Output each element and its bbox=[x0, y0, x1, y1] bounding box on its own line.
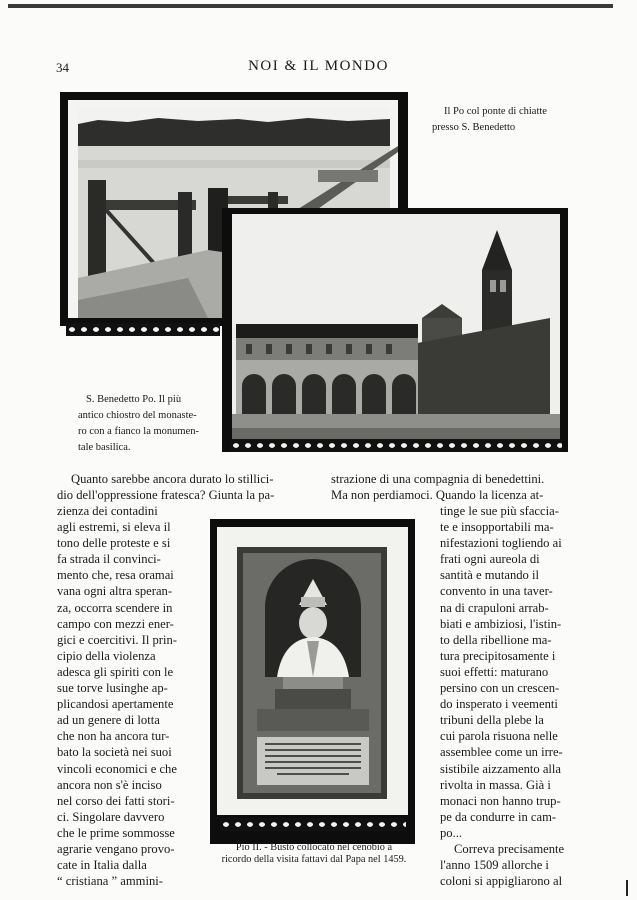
text-line: strazione di una compagnia di benedettini. bbox=[331, 472, 545, 486]
text-line: rivolta in massa. Già i bbox=[440, 777, 551, 792]
text-line: plicandosi apertamente bbox=[57, 697, 174, 712]
text-line: te e insopportabili ma- bbox=[440, 520, 554, 535]
text-line: cate in Italia dalla bbox=[57, 858, 147, 873]
text-line: convento in una taver- bbox=[440, 584, 553, 599]
text-line: ci. Singolare davvero bbox=[57, 809, 165, 824]
text-line: pe da condurre in cam- bbox=[440, 809, 557, 824]
text-line: gici e coercitivi. Il prin- bbox=[57, 632, 177, 647]
text-line: tribuni della plebe la bbox=[440, 713, 544, 728]
text-line: Correva precisamente bbox=[454, 841, 565, 856]
text-line: coloni si appigliarono al bbox=[440, 874, 563, 889]
text-line: agli estremi, si eleva il bbox=[57, 520, 171, 535]
text-line: do insperato i veementi bbox=[440, 697, 558, 712]
text-line: tura precipitosamente i bbox=[440, 648, 556, 663]
text-line: adesca gli spiriti con le bbox=[57, 664, 174, 679]
text-line: “ cristiana ” ammini- bbox=[57, 874, 163, 889]
right-column-narrow bbox=[440, 503, 572, 889]
text-line: monaci non hanno trup- bbox=[440, 793, 561, 808]
top-rule bbox=[8, 4, 613, 8]
text-line: santità e mutando il bbox=[440, 568, 539, 583]
text-line: suoi effetti: maturano bbox=[440, 664, 549, 679]
cloister-caption-line-4: tale basilica. bbox=[78, 442, 131, 453]
text-line: che le prime sommosse bbox=[57, 825, 175, 840]
text-line: ad un genere di lotta bbox=[57, 713, 160, 728]
text-line: frati ogni aureola di bbox=[440, 552, 540, 567]
po-bridge-caption bbox=[432, 104, 547, 136]
text-line: Ma non perdiamoci. Quando la licenza at- bbox=[331, 488, 544, 503]
text-line: agrarie vengano provo- bbox=[57, 841, 175, 856]
left-column-wide bbox=[57, 471, 319, 503]
text-line: biati e ambiziosi, l'istin- bbox=[440, 616, 562, 631]
running-title: NOI & IL MONDO bbox=[248, 58, 389, 74]
bust-photo bbox=[217, 527, 408, 815]
text-line: fa strada il convinci- bbox=[57, 552, 161, 567]
text-line: po... bbox=[440, 825, 463, 840]
text-line: zienza dei contadini bbox=[57, 504, 158, 518]
ornamental-band-upper bbox=[66, 323, 220, 336]
text-line: assemblee come un irre- bbox=[440, 745, 563, 760]
text-line: cui parola risuona nelle bbox=[440, 729, 558, 744]
cloister-photo bbox=[232, 214, 560, 440]
po-bridge-caption-line-2: presso S. Benedetto bbox=[432, 122, 516, 133]
ornamental-band-bust bbox=[220, 818, 406, 831]
text-line: tono delle proteste e si bbox=[57, 536, 171, 551]
text-line: cipio della violenza bbox=[57, 648, 156, 663]
text-line: sue torve lusinghe ap- bbox=[57, 681, 168, 696]
text-line: nel corso dei fatti stori- bbox=[57, 793, 175, 808]
text-line: nifestazioni togliendo ai bbox=[440, 536, 562, 551]
cloister-caption-line-3: ro con a fianco la monumen- bbox=[78, 426, 199, 437]
text-line: Quanto sarebbe ancora durato lo stillici- bbox=[71, 472, 274, 486]
text-line: vincoli economici e che bbox=[57, 761, 177, 776]
po-bridge-caption-line-1: Il Po col ponte di chiatte bbox=[444, 106, 547, 117]
text-line: campo con mezzi ener- bbox=[57, 616, 174, 631]
bust-photo-mat bbox=[217, 527, 408, 815]
right-column-wide bbox=[331, 471, 581, 503]
text-line: na di crapuloni arrab- bbox=[440, 600, 549, 615]
text-line: to della ribellione ma- bbox=[440, 632, 552, 647]
text-line: ancora non s'è inciso bbox=[57, 777, 162, 792]
ornamental-band-lower bbox=[230, 439, 562, 452]
text-line: mento che, resa oramai bbox=[57, 568, 174, 583]
text-line: dio dell'oppressione fratesca? Giunta la pa- bbox=[57, 488, 275, 503]
text-line: che non ha ancora tur- bbox=[57, 729, 170, 744]
cloister-caption-line-2: antico chiostro del monaste- bbox=[78, 410, 197, 421]
page-number: 34 bbox=[56, 60, 69, 75]
left-column-narrow bbox=[57, 503, 189, 889]
cloister-caption-line-1: S. Benedetto Po. Il più bbox=[86, 394, 182, 405]
bust-caption bbox=[196, 842, 432, 866]
cloister-caption bbox=[78, 392, 228, 456]
text-line: sistibile aizzamento alla bbox=[440, 761, 561, 776]
text-line: bato la società nei suoi bbox=[57, 745, 172, 760]
text-line: persino con un crescen- bbox=[440, 681, 560, 696]
text-line: tinge le sue più sfaccia- bbox=[440, 504, 559, 518]
text-line: vana ogni altra speran- bbox=[57, 584, 173, 599]
bust-caption-line-1: Pio II. - Busto collocato nel cenobio a bbox=[235, 842, 393, 853]
text-line: za, occorra scendere in bbox=[57, 600, 173, 615]
text-line: l'anno 1509 allorche i bbox=[440, 858, 549, 873]
bust-caption-line-2: ricordo della visita fattavi dal Papa nel 1459. bbox=[221, 854, 407, 865]
margin-mark bbox=[626, 880, 628, 896]
